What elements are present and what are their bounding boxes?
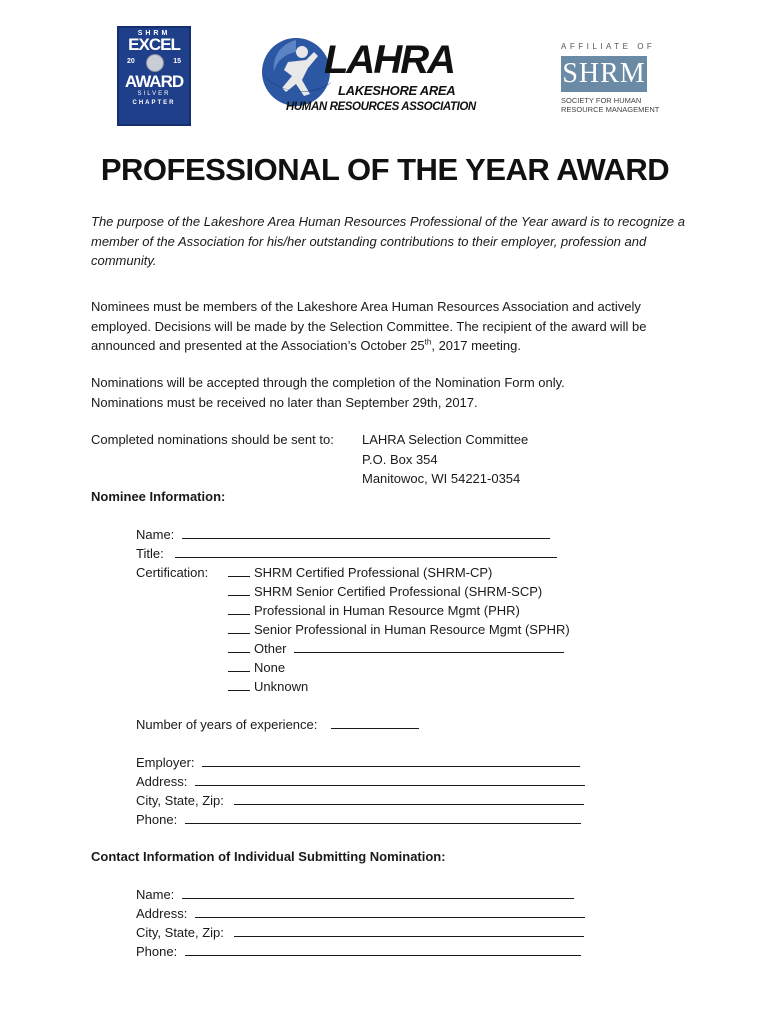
nominee-title-row	[136, 544, 557, 563]
shrm-excel-award-logo	[117, 26, 191, 126]
cert-option-shrm-scp[interactable]	[228, 582, 542, 601]
contact-address-label: Address:	[136, 906, 188, 921]
cert-other-field[interactable]	[294, 640, 564, 653]
cert-checkbox[interactable]	[228, 564, 250, 577]
contact-address-field[interactable]	[195, 905, 585, 918]
excel-logo-medal-row	[119, 54, 189, 74]
lahra-logo-line1: LAKESHORE AREA	[338, 83, 456, 98]
cert-option-other[interactable]	[228, 639, 564, 658]
excel-logo-year-left: 20	[127, 58, 135, 65]
eligibility-text-end: , 2017 meeting.	[431, 338, 521, 353]
address-line-1: LAHRA Selection Committee	[362, 432, 529, 447]
cert-option-shrm-cp[interactable]	[228, 563, 492, 582]
excel-logo-chapter-text: CHAPTER	[132, 100, 176, 106]
medal-icon	[146, 54, 164, 72]
nominee-phone-field[interactable]	[185, 811, 581, 824]
mailing-address	[362, 430, 528, 489]
contact-city-row	[136, 923, 584, 942]
nominee-address-row	[136, 772, 585, 791]
cert-option-label: None	[254, 660, 286, 675]
cert-option-phr[interactable]	[228, 601, 520, 620]
address-line-2: P.O. Box 354	[362, 451, 438, 467]
nominee-phone-row	[136, 810, 581, 829]
years-experience-label: Number of years of experience:	[136, 717, 318, 732]
contact-heading: Contact Information of Individual Submitting Nomination:	[91, 849, 446, 864]
cert-option-label: Senior Professional in Human Resource Mgmt (SPHR)	[254, 622, 570, 637]
page-title: PROFESSIONAL OF THE YEAR AWARD	[100, 152, 670, 187]
cert-option-label: Unknown	[254, 679, 309, 694]
nominee-heading: Nominee Information:	[91, 489, 226, 504]
nominee-city-field[interactable]	[234, 792, 584, 805]
contact-phone-label: Phone:	[136, 944, 178, 959]
contact-name-row	[136, 885, 574, 904]
excel-logo-year-right: 15	[173, 58, 181, 65]
nominee-title-label: Title:	[136, 546, 164, 561]
deadline-line-2: Nominations must be received no later than September 29th, 2017.	[91, 394, 478, 410]
cert-checkbox[interactable]	[228, 640, 250, 653]
certification-label: Certification:	[136, 565, 209, 580]
cert-option-label: SHRM Senior Certified Professional (SHRM-SCP)	[254, 584, 543, 599]
nominee-employer-row	[136, 753, 580, 772]
shrm-mark: SHRM	[561, 56, 647, 92]
nominee-address-field[interactable]	[195, 773, 585, 786]
cert-checkbox[interactable]	[228, 602, 250, 615]
lahra-logo-wordmark: LAHRA	[324, 38, 454, 82]
cert-option-label: SHRM Certified Professional (SHRM-CP)	[254, 565, 493, 580]
nominee-name-label: Name:	[136, 527, 175, 542]
cert-option-sphr[interactable]	[228, 620, 570, 639]
nominee-employer-field[interactable]	[202, 754, 580, 767]
cert-checkbox[interactable]	[228, 621, 250, 634]
shrm-affiliate-logo	[556, 42, 662, 122]
contact-name-field[interactable]	[182, 886, 574, 899]
send-to-label: Completed nominations should be sent to:	[91, 432, 334, 447]
nominee-address-label: Address:	[136, 774, 188, 789]
cert-checkbox[interactable]	[228, 659, 250, 672]
deadline-line-1: Nominations will be accepted through the completion of the Nomination Form only.	[91, 375, 565, 390]
years-experience-field[interactable]	[331, 716, 419, 729]
lahra-logo	[258, 32, 483, 122]
excel-logo-excel-text: EXCEL	[128, 35, 180, 54]
cert-option-none[interactable]	[228, 658, 285, 677]
cert-option-label: Other	[254, 641, 287, 656]
years-experience-row	[136, 715, 419, 734]
contact-address-row	[136, 904, 585, 923]
eligibility-text: Nominees must be members of the Lakeshore Area Human Resources Association and actively employed. Decisions will be made by the Selection Committee. The recipient of the award will be announced and presented at the Association’s October 25	[91, 299, 647, 353]
nominee-name-field[interactable]	[182, 526, 550, 539]
nominee-city-label: City, State, Zip:	[136, 793, 224, 808]
contact-phone-row	[136, 942, 581, 961]
address-line-3: Manitowoc, WI 54221-0354	[362, 471, 521, 486]
deadline-paragraph	[91, 373, 691, 412]
nominee-phone-label: Phone:	[136, 812, 178, 827]
excel-logo-award-text: AWARD	[124, 72, 184, 91]
nominee-title-field[interactable]	[175, 545, 557, 558]
excel-logo-shrm-text: SHRM	[137, 30, 171, 37]
intro-paragraph: The purpose of the Lakeshore Area Human Resources Professional of the Year award is to recognize a member of the Association for his/her outstanding contributions to their employer, profession and community.	[91, 214, 686, 268]
eligibility-paragraph	[91, 297, 691, 356]
ordinal-suffix: th	[424, 337, 432, 347]
contact-city-field[interactable]	[234, 924, 584, 937]
cert-option-label: Professional in Human Resource Mgmt (PHR)	[254, 603, 520, 618]
shrm-subtitle: SOCIETY FOR HUMAN RESOURCE MANAGEMENT	[561, 96, 660, 114]
cert-option-unknown[interactable]	[228, 677, 308, 696]
affiliate-of-text: AFFILIATE OF	[561, 42, 656, 51]
contact-city-label: City, State, Zip:	[136, 925, 224, 940]
excel-logo-silver-text: SILVER	[137, 91, 171, 97]
cert-checkbox[interactable]	[228, 678, 250, 691]
lahra-logo-line2: HUMAN RESOURCES ASSOCIATION	[286, 101, 476, 113]
contact-phone-field[interactable]	[185, 943, 581, 956]
nominee-employer-label: Employer:	[136, 755, 195, 770]
cert-checkbox[interactable]	[228, 583, 250, 596]
nominee-city-row	[136, 791, 584, 810]
contact-name-label: Name:	[136, 887, 175, 902]
nominee-name-row	[136, 525, 550, 544]
